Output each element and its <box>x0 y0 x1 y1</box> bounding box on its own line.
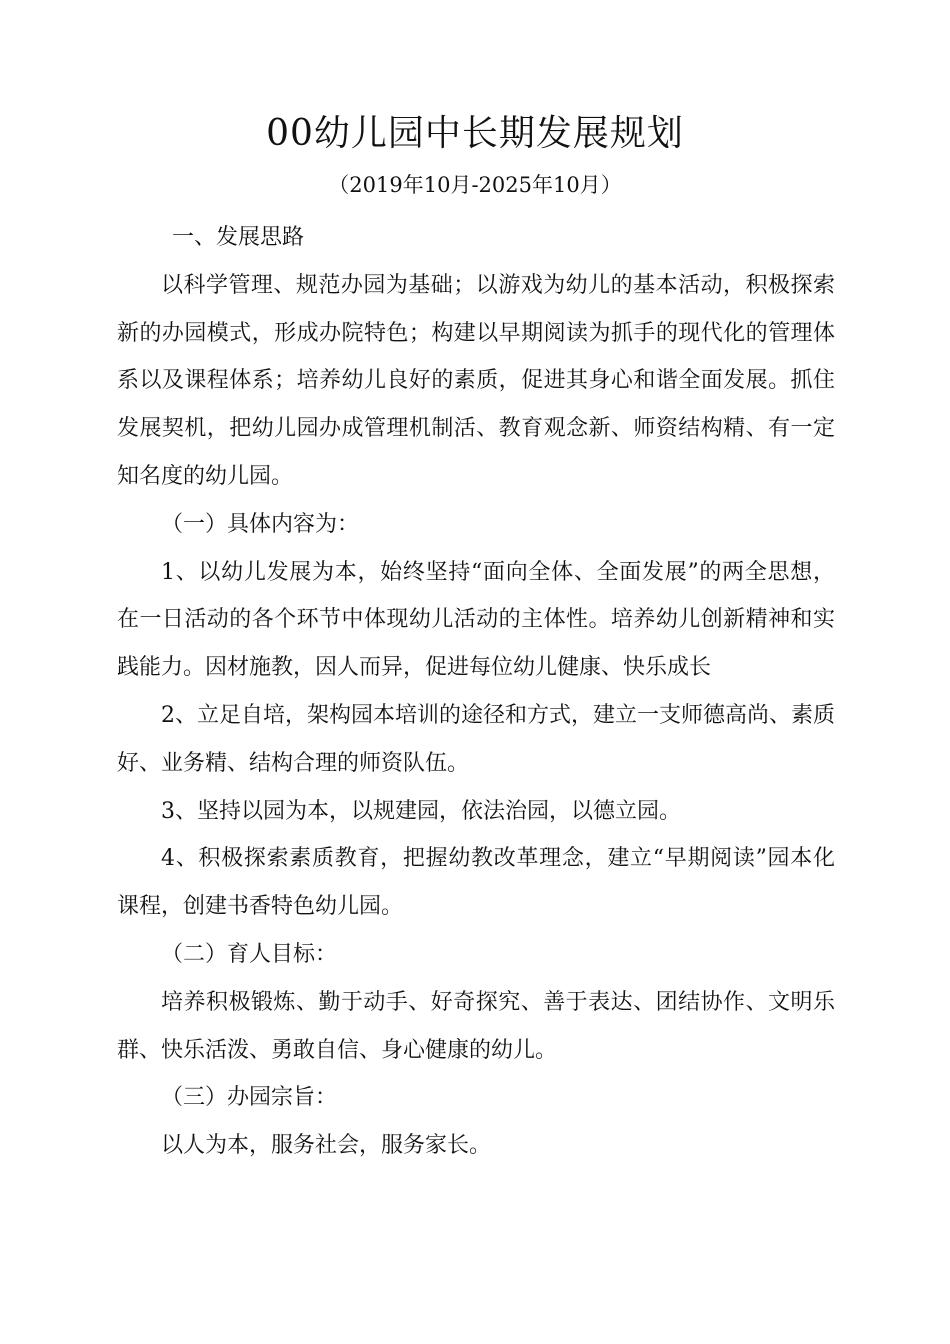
document-title: 00幼儿园中长期发展规划 <box>266 113 684 154</box>
paragraph-education-goals: 培养积极锻炼、勤于动手、好奇探究、善于表达、团结协作、文明乐群、快乐活泼、勇敢自信、身心健康的幼儿。 <box>117 989 835 1063</box>
subheading-school-purpose: （三）办园宗旨： <box>161 1085 338 1111</box>
paragraph-item-2: 2、立足自培，架构园本培训的途径和方式，建立一支师德高尚、素质好、业务精、结构合理的师资队伍。 <box>117 702 835 776</box>
document-subtitle: （2019年10月-2025年10月） <box>328 173 622 197</box>
paragraph-school-purpose: 以人为本，服务社会，服务家长。 <box>161 1133 492 1159</box>
paragraph-item-4: 4、积极探索素质教育，把握幼教改革理念，建立“早期阅读”园本化课程，创建书香特色幼儿园。 <box>117 846 835 920</box>
section-heading-development-ideas: 一、发展思路 <box>172 225 305 250</box>
subheading-specific-content: （一）具体内容为： <box>161 511 360 537</box>
paragraph-item-3: 3、坚持以园为本，以规建园，依法治园，以德立园。 <box>161 798 681 824</box>
paragraph-item-1: 1、以幼儿发展为本，始终坚持“面向全体、全面发展”的两全思想，在一日活动的各个环节中体现幼儿活动的主体性。培养幼儿创新精神和实践能力。因材施教，因人而异，促进每位幼儿健康、快乐成长 <box>117 559 835 681</box>
document-body <box>117 214 835 1170</box>
subheading-education-goals: （二）育人目标： <box>161 941 338 967</box>
paragraph-development-ideas: 以科学管理、规范办园为基础；以游戏为幼儿的基本活动，积极探索新的办园模式，形成办院特色；构建以早期阅读为抓手的现代化的管理体系以及课程体系；培养幼儿良好的素质，促进其身心和谐全面发展。抓住发展契机，把幼儿园办成管理机制活、教育观念新、师资结构精、有一定知名度的幼儿园。 <box>117 272 835 489</box>
